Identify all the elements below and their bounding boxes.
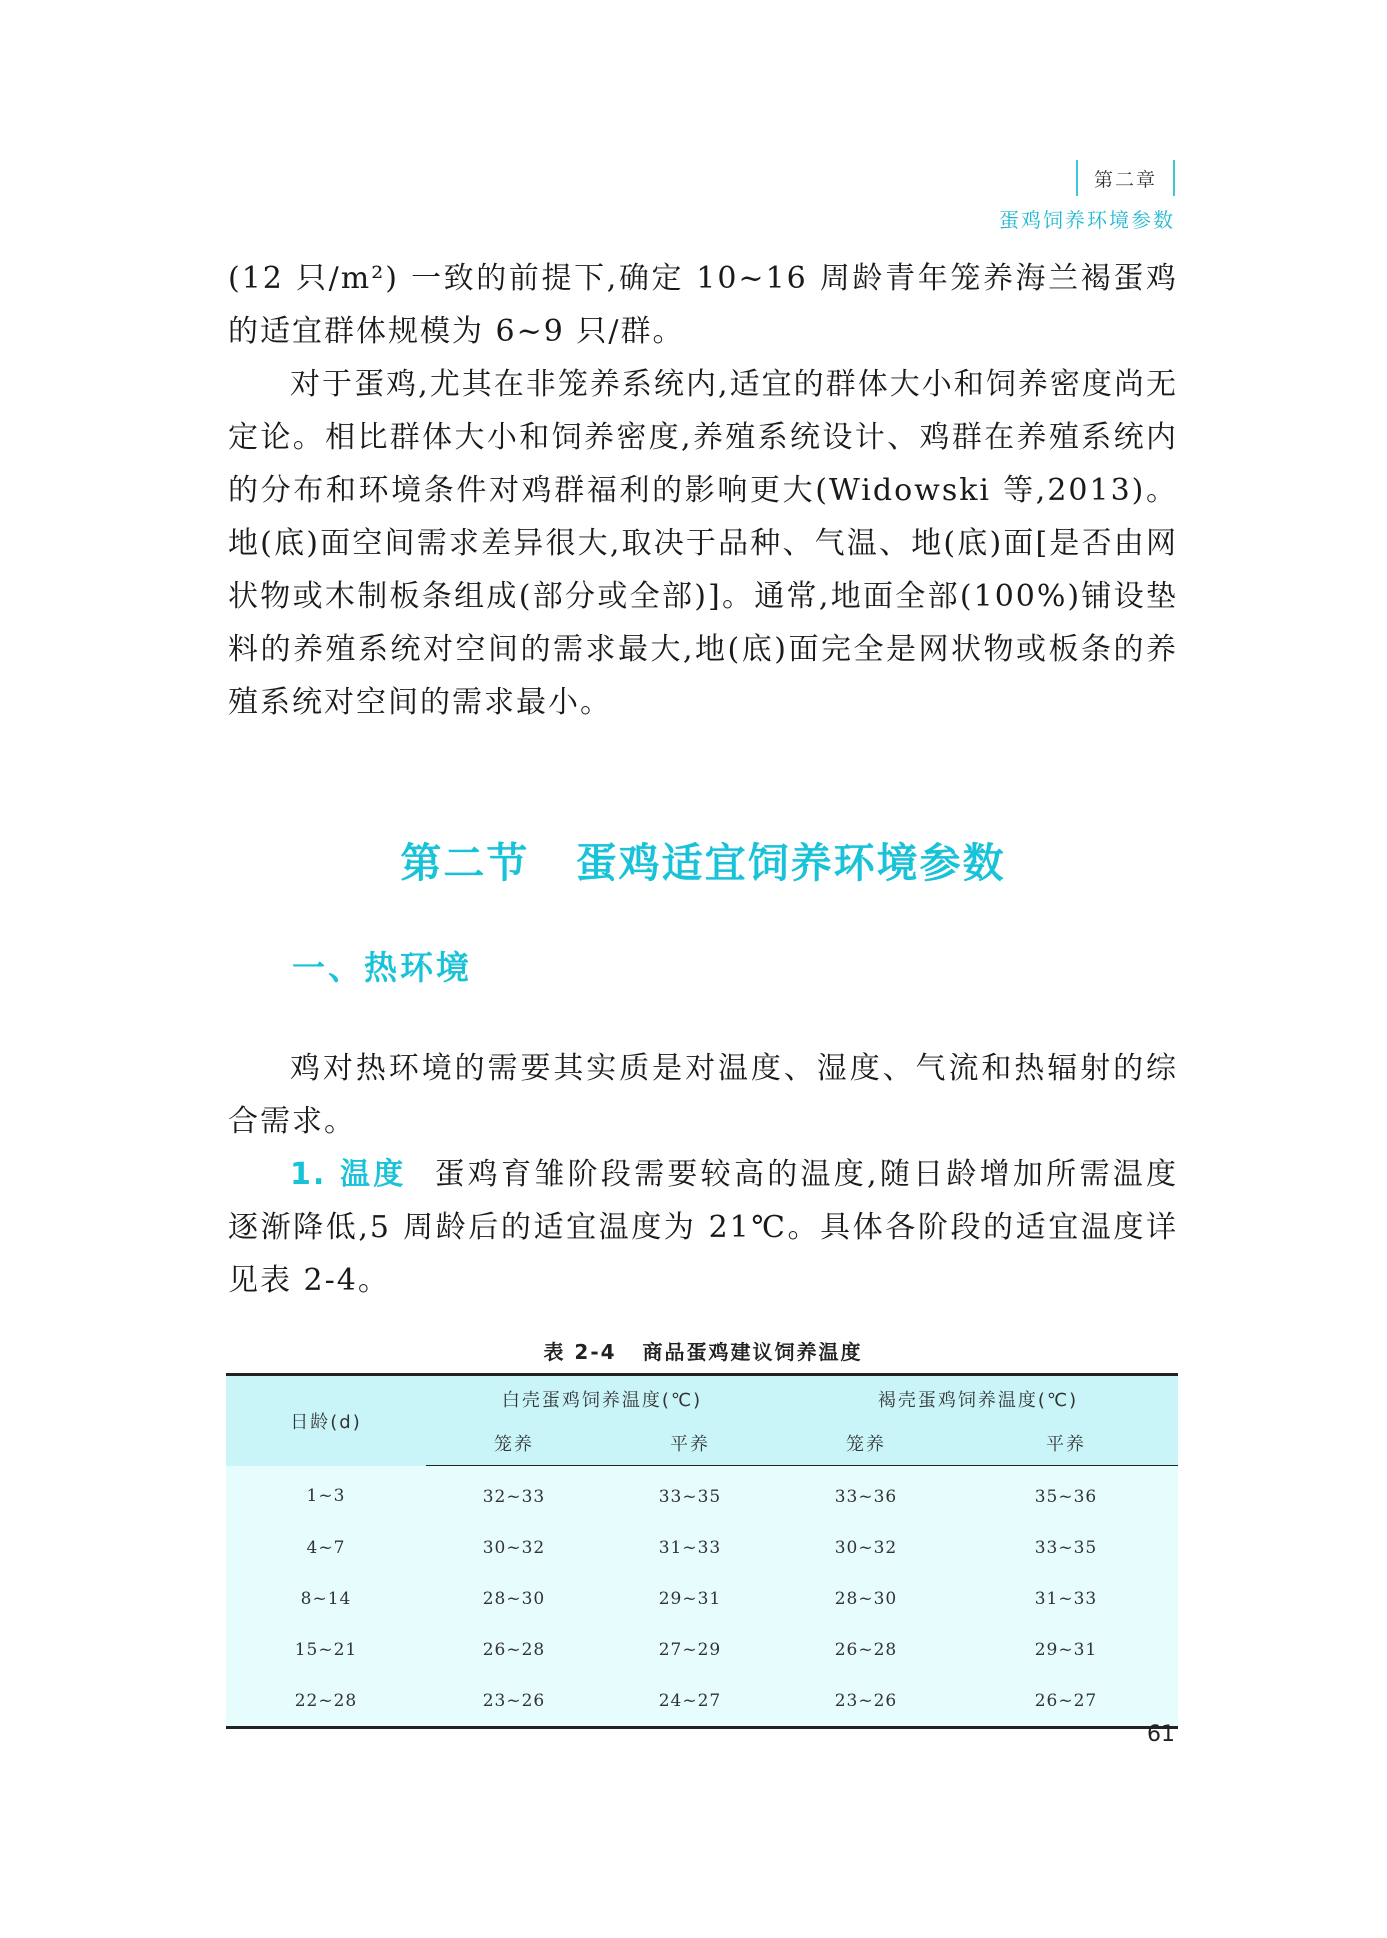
table-row xyxy=(226,1573,1178,1624)
cell-brown-cage: 28~30 xyxy=(834,1588,898,1609)
cell-brown-floor: 29~31 xyxy=(1034,1639,1098,1660)
header-brown-floor: 平养 xyxy=(954,1421,1178,1466)
body-text-top xyxy=(228,252,1178,729)
cell-age: 1~3 xyxy=(306,1486,346,1507)
cell-brown-floor: 26~27 xyxy=(954,1675,1178,1728)
cell-white-cage: 26~28 xyxy=(482,1639,546,1660)
cell-brown-cage: 23~26 xyxy=(778,1675,954,1728)
cell-brown-floor: 33~35 xyxy=(1034,1537,1098,1558)
cell-white-cage: 23~26 xyxy=(426,1675,602,1728)
running-header xyxy=(875,160,1175,240)
header-white-cage: 笼养 xyxy=(426,1421,602,1466)
header-white-shell: 白壳蛋鸡饲养温度(℃) xyxy=(426,1375,778,1422)
paragraph-temperature xyxy=(228,1148,1178,1307)
cell-white-floor: 31~33 xyxy=(658,1537,722,1558)
running-header-subtitle: 蛋鸡饲养环境参数 xyxy=(999,208,1175,232)
running-header-chapter: 第二章 xyxy=(1076,160,1175,196)
cell-age: 4~7 xyxy=(306,1537,346,1558)
cell-brown-cage: 30~32 xyxy=(834,1537,898,1558)
cell-white-cage: 32~33 xyxy=(482,1486,546,1507)
cell-brown-floor: 35~36 xyxy=(1034,1486,1098,1507)
temperature-heading: 1. 温度 xyxy=(290,1157,407,1192)
header-brown-shell: 褐壳蛋鸡饲养温度(℃) xyxy=(778,1375,1178,1422)
header-white-floor: 平养 xyxy=(602,1421,778,1466)
section-title: 第二节 蛋鸡适宜饲养环境参数 xyxy=(400,839,1006,887)
cell-white-cage: 30~32 xyxy=(482,1537,546,1558)
table-caption xyxy=(228,1336,1178,1365)
cell-age: 8~14 xyxy=(300,1588,352,1609)
header-age: 日龄(d) xyxy=(226,1375,426,1466)
subsection-title: 一、热环境 xyxy=(292,948,472,987)
table-row xyxy=(226,1466,1178,1523)
table-caption-number: 表 2-4 xyxy=(543,1340,617,1364)
body-text-thermal xyxy=(228,1042,1178,1307)
table-row xyxy=(226,1675,1178,1728)
paragraph-group-size: 对于蛋鸡,尤其在非笼养系统内,适宜的群体大小和饲养密度尚无定论。相比群体大小和饲养密度,养殖系统设计、鸡群在养殖系统内的分布和环境条件对鸡群福利的影响更大(Widowski 等,2013)。地(底)面空间需求差异很大,取决于品种、气温、地(底)面[是否由网状物或木制板条组成(部分或全部)]。通常,地面全部(100%)铺设垫料的养殖系统对空间的需求最大,地(底)面完全是网状物或板条的养殖系统对空间的需求最小。 xyxy=(228,367,1178,720)
cell-age: 15~21 xyxy=(294,1639,358,1660)
cell-white-floor: 33~35 xyxy=(658,1486,722,1507)
cell-age: 22~28 xyxy=(226,1675,426,1728)
table-caption-title: 商品蛋鸡建议饲养温度 xyxy=(642,1340,863,1364)
cell-white-cage: 28~30 xyxy=(482,1588,546,1609)
page-number: 61 xyxy=(1147,1722,1175,1747)
cell-brown-cage: 33~36 xyxy=(834,1486,898,1507)
temperature-text: 蛋鸡育雏阶段需要较高的温度,随日龄增加所需温度逐渐降低,5 周龄后的适宜温度为 21℃。具体各阶段的适宜温度详见表 2-4。 xyxy=(228,1157,1178,1298)
paragraph-thermal: 鸡对热环境的需要其实质是对温度、湿度、气流和热辐射的综合需求。 xyxy=(228,1051,1178,1139)
cell-white-floor: 27~29 xyxy=(658,1639,722,1660)
paragraph-continuation: (12 只/m²) 一致的前提下,确定 10~16 周龄青年笼养海兰褐蛋鸡的适宜群体规模为 6~9 只/群。 xyxy=(228,261,1178,349)
cell-white-floor: 24~27 xyxy=(602,1675,778,1728)
table-row xyxy=(226,1624,1178,1675)
cell-white-floor: 29~31 xyxy=(658,1588,722,1609)
temperature-table xyxy=(226,1373,1178,1729)
cell-brown-floor: 31~33 xyxy=(1034,1588,1098,1609)
cell-brown-cage: 26~28 xyxy=(834,1639,898,1660)
table-row xyxy=(226,1522,1178,1573)
header-brown-cage: 笼养 xyxy=(778,1421,954,1466)
